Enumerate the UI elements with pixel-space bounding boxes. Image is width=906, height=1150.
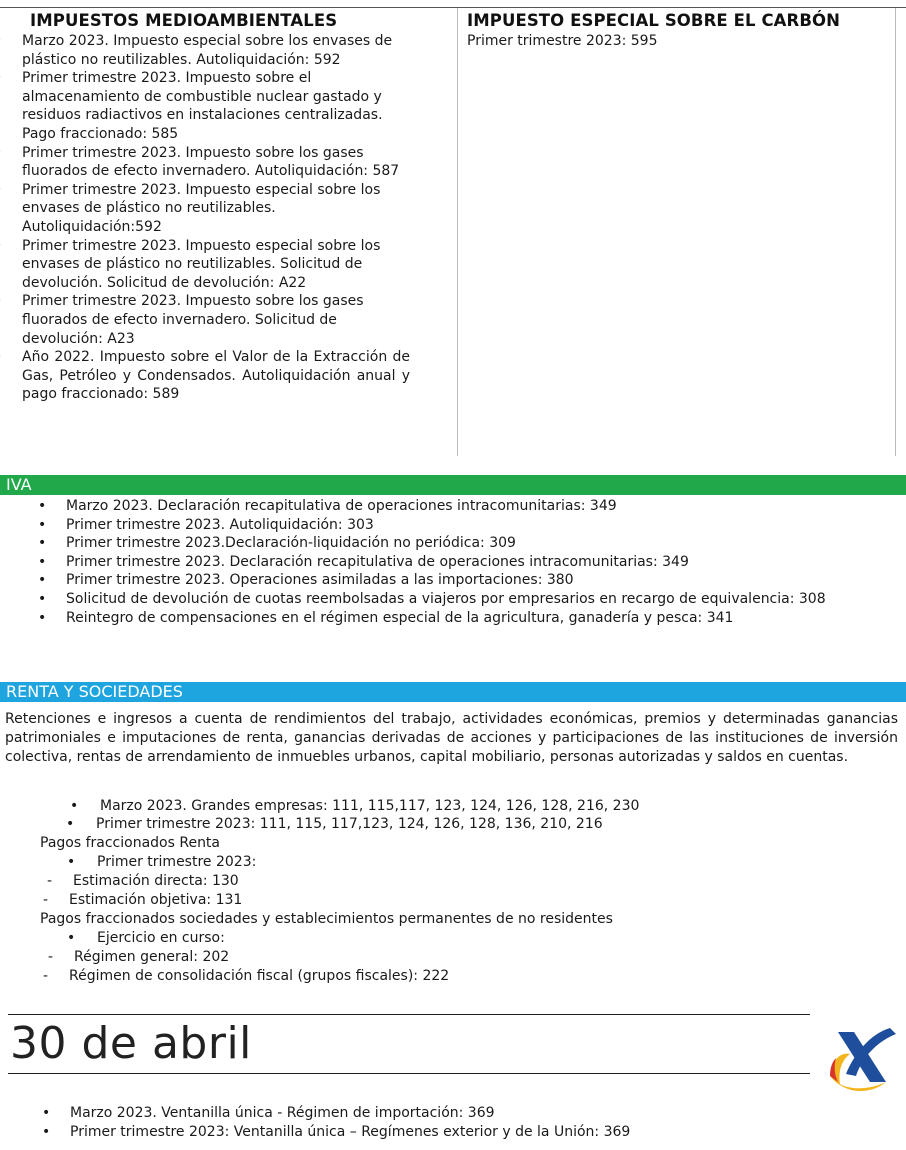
- list-item: • Primer trimestre 2023. Operaciones asimiladas a las importaciones: 380: [66, 571, 866, 590]
- list-item: • Primer trimestre 2023. Declaración recapitulativa de operaciones intracomunitarias: 349: [66, 553, 866, 572]
- date-heading: 30 de abril: [10, 1018, 252, 1069]
- list-item: - Estimación objetiva: 131: [69, 891, 242, 909]
- list-item: • Año 2022. Impuesto sobre el Valor de la Extracción de Gas, Petróleo y Condensados. Autoliquidación anual y pago fraccionado: 589: [22, 348, 410, 404]
- list-item: • Primer trimestre 2023:: [97, 853, 256, 871]
- coal-tax-text: Primer trimestre 2023: 595: [467, 33, 658, 49]
- left-column: [22, 8, 458, 456]
- section-rule-top: [8, 1014, 810, 1015]
- renta-heading-band: RENTA Y SOCIEDADES: [0, 682, 906, 702]
- list-item: • Primer trimestre 2023. Impuesto especial sobre los envases de plástico no reutilizables. Autoliquidación:592: [22, 181, 410, 237]
- pagos-renta-label: Pagos fraccionados Renta: [40, 835, 221, 851]
- list-item: • Primer trimestre 2023. Impuesto sobre los gases fluorados de efecto invernadero. Solicitud de devolución: A23: [22, 292, 410, 348]
- list-item: • Primer trimestre 2023: 111, 115, 117,123, 124, 126, 128, 136, 210, 216: [96, 815, 603, 833]
- section-rule-bottom: [8, 1073, 810, 1074]
- right-column-title: IMPUESTO ESPECIAL SOBRE EL CARBÓN: [467, 11, 841, 30]
- iva-list: [66, 497, 866, 627]
- iva-heading-band: IVA: [0, 475, 906, 495]
- list-item: • Primer trimestre 2023. Impuesto sobre los gases fluorados de efecto invernadero. Autoliquidación: 587: [22, 144, 410, 181]
- list-item: • Solicitud de devolución de cuotas reembolsadas a viajeros por empresarios en recargo de equivalencia: 308: [66, 590, 866, 609]
- list-item: • Marzo 2023. Grandes empresas: 111, 115,117, 123, 124, 126, 128, 216, 230: [100, 797, 639, 815]
- list-item: • Primer trimestre 2023.Declaración-liquidación no periódica: 309: [66, 534, 866, 553]
- environmental-tax-list: [22, 32, 410, 404]
- list-item: • Primer trimestre 2023: Ventanilla única – Regímenes exterior y de la Unión: 369: [70, 1123, 870, 1142]
- list-item: • Marzo 2023. Declaración recapitulativa de operaciones intracomunitarias: 349: [66, 497, 866, 516]
- list-item: • Reintegro de compensaciones en el régimen especial de la agricultura, ganadería y pesca: 341: [66, 609, 866, 628]
- april-30-list: [70, 1104, 870, 1141]
- list-item: • Primer trimestre 2023. Autoliquidación: 303: [66, 516, 866, 535]
- left-column-title: IMPUESTOS MEDIOAMBIENTALES: [30, 11, 338, 30]
- right-column: [458, 8, 896, 456]
- list-item: • Marzo 2023. Ventanilla única - Régimen de importación: 369: [70, 1104, 870, 1123]
- renta-paragraph: Retenciones e ingresos a cuenta de rendimientos del trabajo, actividades económicas, premios y determinadas ganancias patrimoniales e imputaciones de renta, ganancias derivadas de acciones y participaciones de las instituciones de inversión colectiva, rentas de arrendamiento de inmuebles urbanos, capital mobiliario, personas autorizadas y saldos en cuentas.: [5, 711, 898, 765]
- list-item: - Estimación directa: 130: [73, 872, 239, 890]
- list-item: - Régimen de consolidación fiscal (grupos fiscales): 222: [69, 967, 449, 985]
- agencia-tributaria-logo-icon: [820, 1024, 900, 1096]
- list-item: - Régimen general: 202: [74, 948, 229, 966]
- two-column-table: [22, 8, 895, 456]
- pagos-sociedades-label: Pagos fraccionados sociedades y establecimientos permanentes de no residentes: [40, 911, 613, 927]
- list-item: • Primer trimestre 2023. Impuesto sobre el almacenamiento de combustible nuclear gastado y residuos radiactivos en instalaciones centralizadas. Pago fraccionado: 585: [22, 69, 410, 143]
- list-item: • Primer trimestre 2023. Impuesto especial sobre los envases de plástico no reutilizables. Solicitud de devolución. Solicitud de devolución: A22: [22, 237, 410, 293]
- list-item: • Ejercicio en curso:: [97, 929, 225, 947]
- list-item: • Marzo 2023. Impuesto especial sobre los envases de plástico no reutilizables. Autoliquidación: 592: [22, 32, 410, 69]
